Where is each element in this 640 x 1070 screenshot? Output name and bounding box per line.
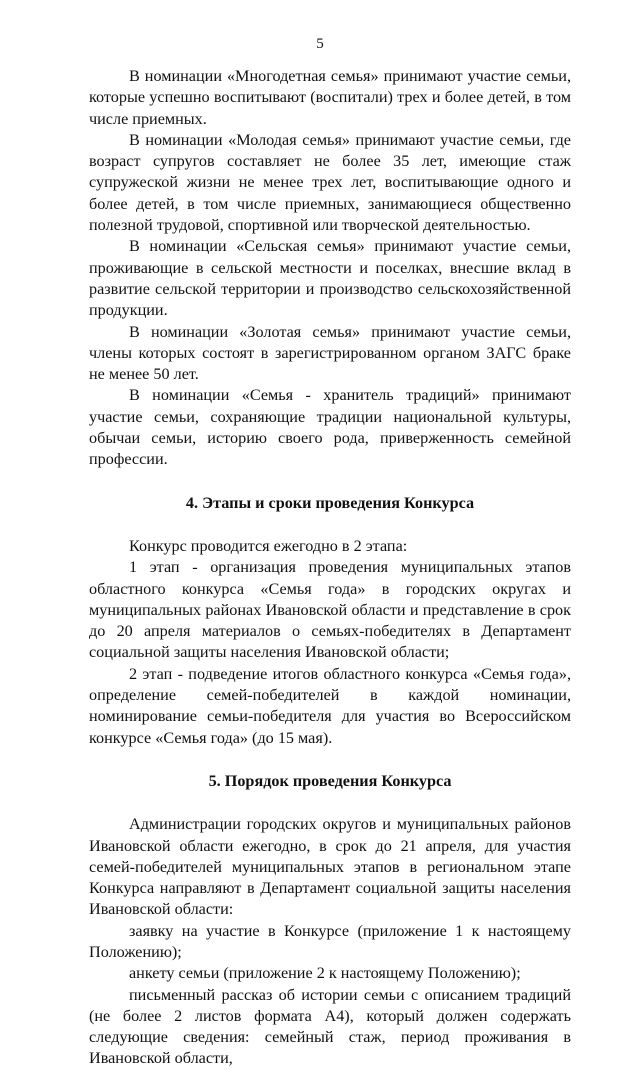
- paragraph-large-family: В номинации «Многодетная семья» принимают участие семьи, которые успешно воспитывают (воспитали) трех и более детей, в том числе приемных.: [89, 67, 571, 128]
- paragraph-administrations: Администрации городских округов и муниципальных районов Ивановской области ежегодно, в срок до 21 апреля, для участия семей-победителей муниципальных этапов в региональном этапе Конкурса направляют в Департамент социальной защиты населения Ивановской области:: [89, 815, 571, 919]
- paragraph-stage-1: 1 этап - организация проведения муниципальных этапов областного конкурса «Семья года» в городских округах и муниципальных районах Ивановской области и представление в срок до 20 апреля материалов о семьях-победителях в Департамент социальной защиты населения Ивановской области;: [89, 558, 571, 662]
- paragraph-family-story: письменный рассказ об истории семьи с описанием традиций (не более 2 листов формата А4), который должен содержать следующие сведения: семейный стаж, период проживания в Ивановской области,: [89, 985, 571, 1068]
- paragraph-application: заявку на участие в Конкурсе (приложение 1 к настоящему Положению);: [89, 921, 571, 961]
- paragraph-young-family: В номинации «Молодая семья» принимают участие семьи, где возраст супругов составляет не более 35 лет, имеющие стаж супружеской жизни не менее трех лет, воспитывающие одного и более детей, в том числе приемных, занимающиеся общественно полезной трудовой, спортивной или творческой деятельностью.: [89, 130, 571, 235]
- paragraph-stage-2: 2 этап - подведение итогов областного конкурса «Семья года», определение семей-победителей в каждой номинации, номинирование семьи-победителя для участия во Всероссийском конкурсе «Семья года» (до 15 мая).: [89, 664, 571, 747]
- document-body: [89, 66, 571, 1070]
- section-5-heading: 5. Порядок проведения Конкурса: [208, 771, 452, 790]
- paragraph-traditions-family: В номинации «Семья - хранитель традиций» принимают участие семьи, сохраняющие традиции национальной культуры, обычаи семьи, историю своего рода, приверженность семейной профессии.: [89, 386, 571, 469]
- paragraph-stages-intro: Конкурс проводится ежегодно в 2 этапа:: [129, 536, 408, 555]
- paragraph-golden-family: В номинации «Золотая семья» принимают участие семьи, члены которых состоят в зарегистрированном органом ЗАГС браке не менее 50 лет.: [89, 322, 571, 384]
- section-4-heading: 4. Этапы и сроки проведения Конкурса: [185, 493, 475, 512]
- paragraph-rural-family: В номинации «Сельская семья» принимают участие семьи, проживающие в сельской местности и поселках, внесшие вклад в развитие сельской территории и производство сельскохозяйственной продукции.: [89, 237, 571, 320]
- page-number: 5: [316, 36, 324, 52]
- paragraph-questionnaire: анкету семьи (приложение 2 к настоящему Положению);: [129, 964, 521, 983]
